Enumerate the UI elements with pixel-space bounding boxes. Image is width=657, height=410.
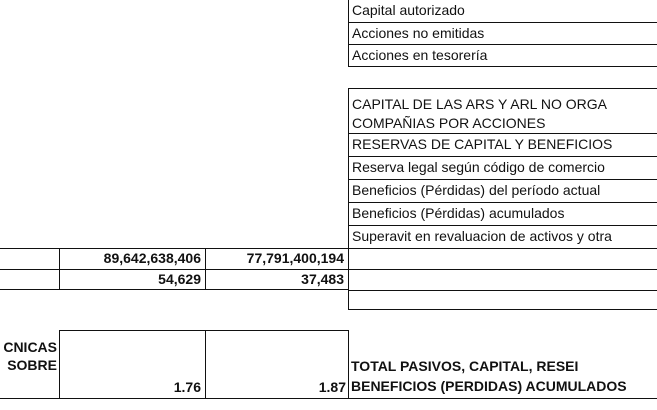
capital-autorizado-label: Capital autorizado	[352, 2, 465, 18]
ratio-label-line2: SOBRE	[7, 357, 57, 373]
row-divider	[348, 22, 657, 23]
row-divider	[348, 225, 657, 226]
superavit-label: Superavit en revaluacion de activos y otra	[352, 228, 612, 244]
row1-col1-value: 89,642,638,406	[103, 250, 201, 266]
row-divider	[348, 88, 657, 89]
ratio-col1-value: 1.76	[173, 379, 201, 395]
row-divider	[348, 290, 657, 291]
row-divider	[348, 156, 657, 157]
ratio-label-line1: CNICAS	[3, 339, 57, 355]
acciones-en-tesoreria-label: Acciones en tesorería	[352, 47, 488, 63]
total-label-line2: BENEFICIOS (PERDIDAS) ACUMULADOS	[351, 378, 627, 394]
companias-acciones-label: COMPAÑIAS POR ACCIONES	[352, 115, 546, 131]
row-divider	[348, 66, 657, 67]
row-divider	[348, 309, 657, 310]
beneficios-acumulados-label: Beneficios (Pérdidas) acumulados	[352, 205, 565, 221]
row-divider	[348, 179, 657, 180]
row-divider	[348, 202, 657, 203]
row-divider	[0, 398, 657, 399]
row-divider	[348, 133, 657, 134]
beneficios-periodo-label: Beneficios (Pérdidas) del período actual	[352, 182, 601, 198]
row-divider	[0, 289, 348, 290]
acciones-no-emitidas-label: Acciones no emitidas	[352, 25, 485, 41]
reservas-capital-label: RESERVAS DE CAPITAL Y BENEFICIOS	[352, 136, 613, 152]
total-label-line1: TOTAL PASIVOS, CAPITAL, RESEI	[351, 358, 579, 374]
row2-col2-value: 37,483	[301, 271, 344, 287]
capital-ars-label: CAPITAL DE LAS ARS Y ARL NO ORGA	[352, 96, 607, 112]
column-border	[348, 0, 349, 67]
column-border	[348, 330, 349, 399]
column-border	[348, 88, 349, 310]
row-divider	[59, 330, 349, 331]
row1-col2-value: 77,791,400,194	[246, 250, 344, 266]
ratio-col2-value: 1.87	[318, 379, 346, 395]
row2-col1-value: 54,629	[158, 271, 201, 287]
reserva-legal-label: Reserva legal según código de comercio	[352, 159, 605, 175]
row-divider	[348, 44, 657, 45]
